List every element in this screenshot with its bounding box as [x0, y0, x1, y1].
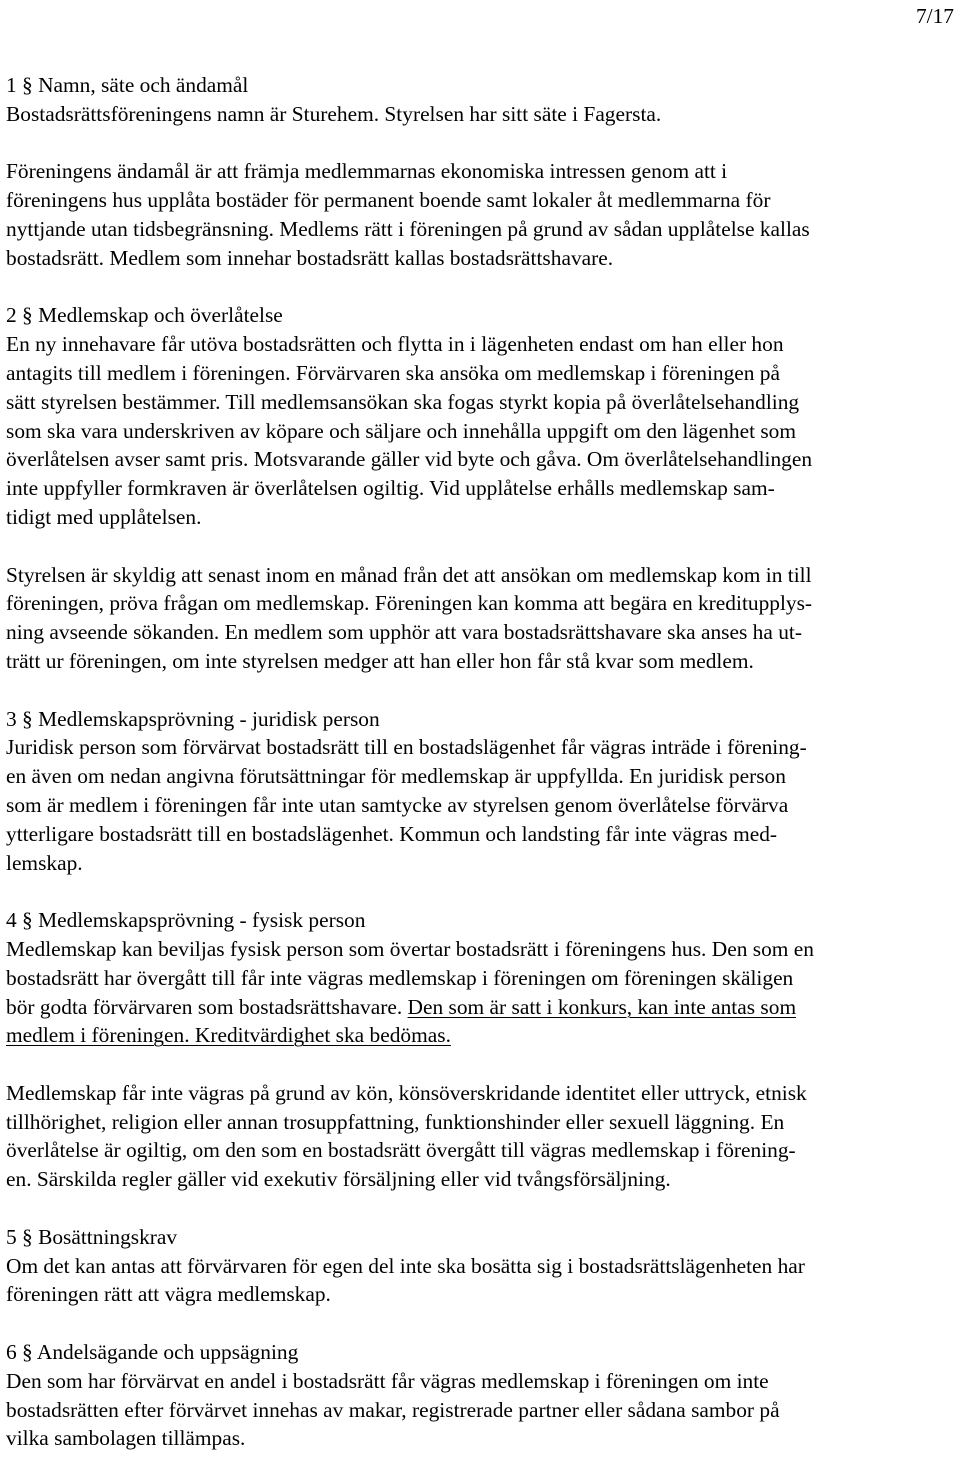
text-line: som ska vara underskriven av köpare och säljare och innehålla uppgift om den lägenhet som [6, 418, 797, 443]
text-line: bostadsrätt har övergått till får inte vägras medlemskap i föreningen om föreningen skäligen [6, 965, 794, 990]
text-line: Om det kan antas att förvärvaren för egen del inte ska bosätta sig i bostadsrättslägenheten har [6, 1253, 805, 1278]
text-line: ytterligare bostadsrätt till en bostadslägenhet. Kommun och landsting får inte vägras med- [6, 821, 778, 846]
text-line: nyttjande utan tidsbegränsning. Medlems rätt i föreningen på grund av sådan upplåtelse kallas [6, 216, 810, 241]
text-line: Medlemskap kan beviljas fysisk person som övertar bostadsrätt i föreningens hus. Den som en [6, 936, 814, 961]
text-line: bostadsrätten efter förvärvet innehas av makar, registrerade partner eller sådana sambor på [6, 1397, 780, 1422]
text-line: Medlemskap får inte vägras på grund av kön, könsöverskridande identitet eller uttryck, etnisk [6, 1080, 807, 1105]
text-line: trätt ur föreningen, om inte styrelsen medger att han eller hon får stå kvar som medlem. [6, 648, 754, 673]
text-line: Den som har förvärvat en andel i bostadsrätt får vägras medlemskap i föreningen om inte [6, 1368, 769, 1393]
section-2-heading: 2 § Medlemskap och överlåtelse [6, 303, 283, 328]
text-line: tidigt med upplåtelsen. [6, 504, 202, 529]
section-2-paragraph-2 [6, 561, 958, 676]
text-segment: bör godta förvärvaren som bostadsrättshavare. [6, 994, 408, 1019]
text-line: överlåtelsen avser samt pris. Motsvarande gäller vid byte och gåva. Om överlåtelsehandlingen [6, 447, 813, 472]
text-line: en även om nedan angivna förutsättningar för medlemskap är uppfyllda. En juridisk person [6, 764, 786, 789]
section-6-heading: 6 § Andelsägande och uppsägning [6, 1340, 299, 1365]
section-3-heading: 3 § Medlemskapsprövning - juridisk person [6, 706, 380, 731]
text-line: Styrelsen är skyldig att senast inom en månad från det att ansökan om medlemskap kom in till [6, 562, 812, 587]
text-line: Bostadsrättsföreningens namn är Sturehem. Styrelsen har sitt säte i Fagersta. [6, 101, 662, 126]
text-line: inte uppfyller formkraven är överlåtelsen ogiltig. Vid upplåtelse erhålls medlemskap sam- [6, 476, 775, 501]
underlined-text: Den som är satt i konkurs, kan inte antas som [407, 994, 797, 1019]
section-1-paragraph-1 [6, 100, 958, 129]
text-line: En ny innehavare får utöva bostadsrätten och flytta in i lägenheten endast om han eller hon [6, 332, 784, 357]
text-line: vilka sambolagen tillämpas. [6, 1426, 246, 1451]
text-line [6, 1021, 958, 1050]
underlined-text: medlem i föreningen. Kreditvärdighet ska bedömas. [6, 1023, 451, 1048]
text-line: föreningens hus upplåta bostäder för permanent boende samt lokaler åt medlemmarna för [6, 188, 771, 213]
text-line: antagits till medlem i föreningen. Förvärvaren ska ansöka om medlemskap i föreningen på [6, 360, 781, 385]
section-1-paragraph-2 [6, 157, 958, 272]
text-line: Juridisk person som förvärvat bostadsrätt till en bostadslägenhet får vägras inträde i förening- [6, 735, 807, 760]
section-2-paragraph-1 [6, 330, 958, 532]
document-body [6, 71, 958, 1482]
section-6-paragraph-1 [6, 1367, 958, 1453]
text-line: som är medlem i föreningen får inte utan samtycke av styrelsen genom överlåtelse förvärva [6, 792, 789, 817]
text-line: ning avseende sökanden. En medlem som upphör att vara bostadsrättshavare ska anses ha ut- [6, 620, 802, 645]
text-line: bostadsrätt. Medlem som innehar bostadsrätt kallas bostadsrättshavare. [6, 245, 614, 270]
section-5-paragraph-1 [6, 1252, 958, 1310]
text-line: lemskap. [6, 850, 83, 875]
text-line: en. Särskilda regler gäller vid exekutiv försäljning eller vid tvångsförsäljning. [6, 1167, 671, 1192]
text-line: överlåtelse är ogiltig, om den som en bostadsrätt övergått till vägras medlemskap i förening- [6, 1138, 796, 1163]
section-5-heading: 5 § Bosättningskrav [6, 1224, 178, 1249]
text-line: föreningen rätt att vägra medlemskap. [6, 1282, 331, 1307]
text-line: föreningen, pröva frågan om medlemskap. Föreningen kan komma att begära en kreditupplys- [6, 591, 813, 616]
text-line: Föreningens ändamål är att främja medlemmarnas ekonomiska intressen genom att i [6, 159, 728, 184]
page-number: 7/17 [915, 4, 954, 28]
text-line [6, 993, 958, 1022]
section-4-paragraph-1 [6, 935, 958, 1050]
section-3-paragraph-1 [6, 733, 958, 877]
section-4-heading: 4 § Medlemskapsprövning - fysisk person [6, 908, 366, 933]
section-4-paragraph-2 [6, 1079, 958, 1194]
section-1-heading: 1 § Namn, säte och ändamål [6, 73, 249, 97]
text-line: tillhörighet, religion eller annan trosuppfattning, funktionshinder eller sexuell läggning. En [6, 1109, 785, 1134]
text-line: sätt styrelsen bestämmer. Till medlemsansökan ska fogas styrkt kopia på överlåtelsehandling [6, 389, 800, 414]
